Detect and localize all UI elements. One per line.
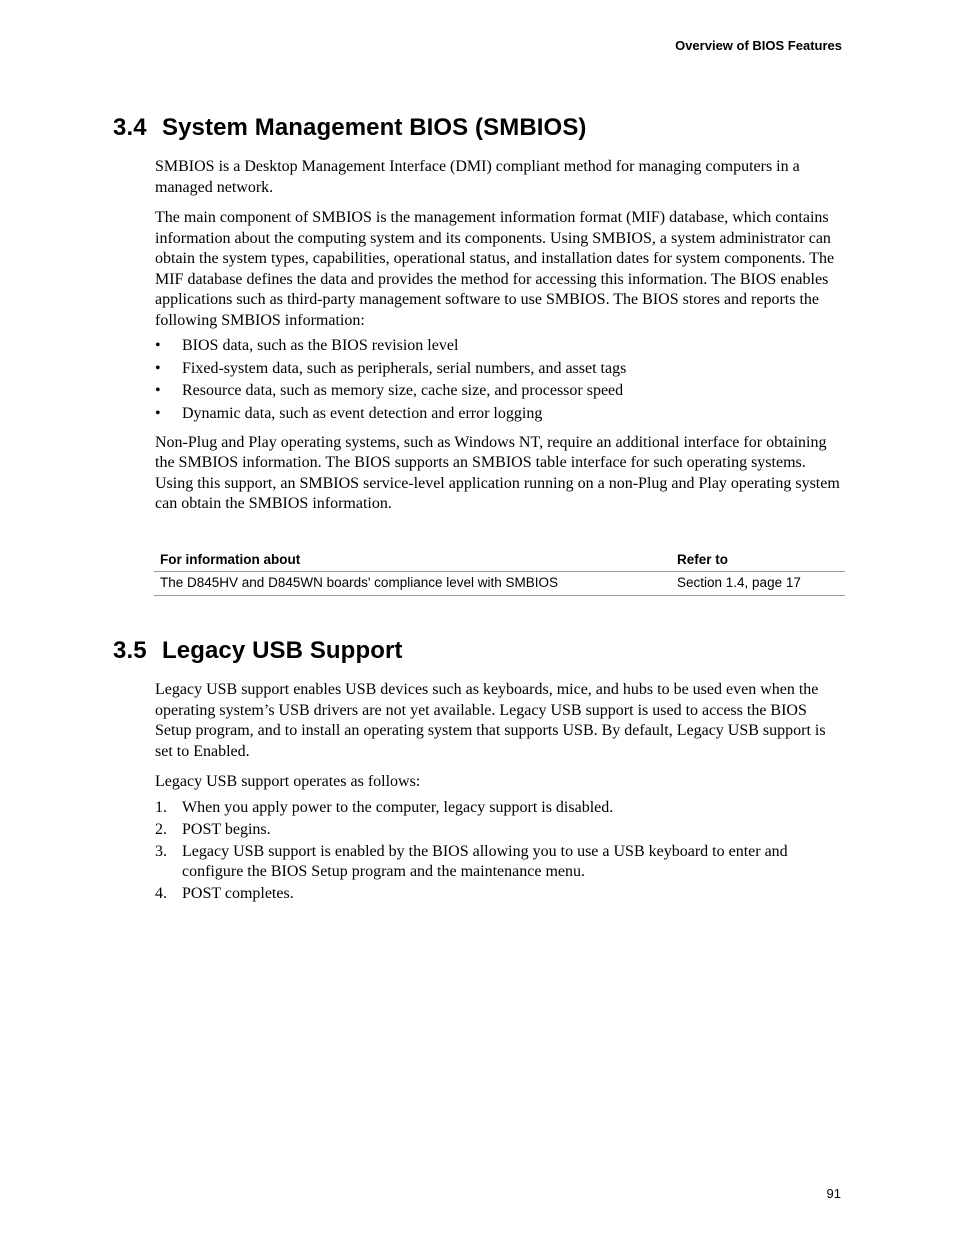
smbios-info-list xyxy=(155,336,845,425)
paragraph: Non-Plug and Play operating systems, such as Windows NT, require an additional interface for obtaining the SMBIOS information. The BIOS supports an SMBIOS table interface for such operating systems. Using this support, an SMBIOS service-level application running on a non-Plug and Play operating system can obtain the SMBIOS information. xyxy=(155,433,840,513)
step-number: 2. xyxy=(155,820,167,838)
list-item: 2. POST begins. xyxy=(155,820,845,841)
step-number: 3. xyxy=(155,842,167,860)
bullet-marker: • xyxy=(155,405,161,423)
list-item: • BIOS data, such as the BIOS revision level xyxy=(155,336,845,357)
paragraph: The main component of SMBIOS is the management information format (MIF) database, which contains information about the computing system and its components. Using SMBIOS, a system administrator can obtain the system types, capabilities, operational status, and installation dates for system components. The MIF database defines the data and provides the method for accessing this information. The BIOS enables applications such as third-party management software to use SMBIOS. The BIOS stores and reports the following SMBIOS information: xyxy=(155,209,835,329)
section-title: Legacy USB Support xyxy=(162,637,403,664)
bullet-marker: • xyxy=(155,359,161,377)
section-number: 3.5 xyxy=(113,637,147,664)
column-header: For information about xyxy=(154,549,671,572)
paragraph: Legacy USB support enables USB devices such as keyboards, mice, and hubs to be used even when the operating system’s USB drivers are not yet available. Legacy USB support is used to access the BIOS Setup program, and to install an operating system that supports USB. By default, Legacy USB support is set to Enabled. xyxy=(155,681,826,760)
section-3-4-heading xyxy=(113,114,587,142)
list-item: 4. POST completes. xyxy=(155,884,845,905)
list-item: • Fixed-system data, such as peripherals, serial numbers, and asset tags xyxy=(155,359,845,380)
section-number: 3.4 xyxy=(113,114,147,141)
running-header: Overview of BIOS Features xyxy=(675,38,842,53)
page-number: 91 xyxy=(826,1186,841,1201)
table-row xyxy=(154,572,845,596)
section-title: System Management BIOS (SMBIOS) xyxy=(162,114,587,141)
paragraph: SMBIOS is a Desktop Management Interface (DMI) compliant method for managing computers in a managed network. xyxy=(155,158,800,196)
section-3-5-body xyxy=(155,680,845,906)
reference-table xyxy=(154,549,845,596)
list-item: • Dynamic data, such as event detection and error logging xyxy=(155,404,845,425)
list-item: 3. Legacy USB support is enabled by the BIOS allowing you to use a USB keyboard to enter and configure the BIOS Setup program and the maintenance menu. xyxy=(155,842,788,880)
bullet-marker: • xyxy=(155,337,161,354)
table-cell: Section 1.4, page 17 xyxy=(671,572,845,596)
column-header: Refer to xyxy=(671,549,845,572)
table-cell: The D845HV and D845WN boards' compliance level with SMBIOS xyxy=(154,572,671,596)
step-number: 1. xyxy=(155,798,167,816)
table-header-row xyxy=(154,549,845,572)
bullet-marker: • xyxy=(155,382,161,400)
section-3-5-heading xyxy=(113,637,403,665)
list-item: • Resource data, such as memory size, cache size, and processor speed xyxy=(155,381,845,402)
section-3-4-body xyxy=(155,157,845,525)
paragraph: Legacy USB support operates as follows: xyxy=(155,773,421,790)
usb-steps-list xyxy=(155,798,845,905)
list-item: 1. When you apply power to the computer, legacy support is disabled. xyxy=(155,798,845,819)
step-number: 4. xyxy=(155,885,167,902)
